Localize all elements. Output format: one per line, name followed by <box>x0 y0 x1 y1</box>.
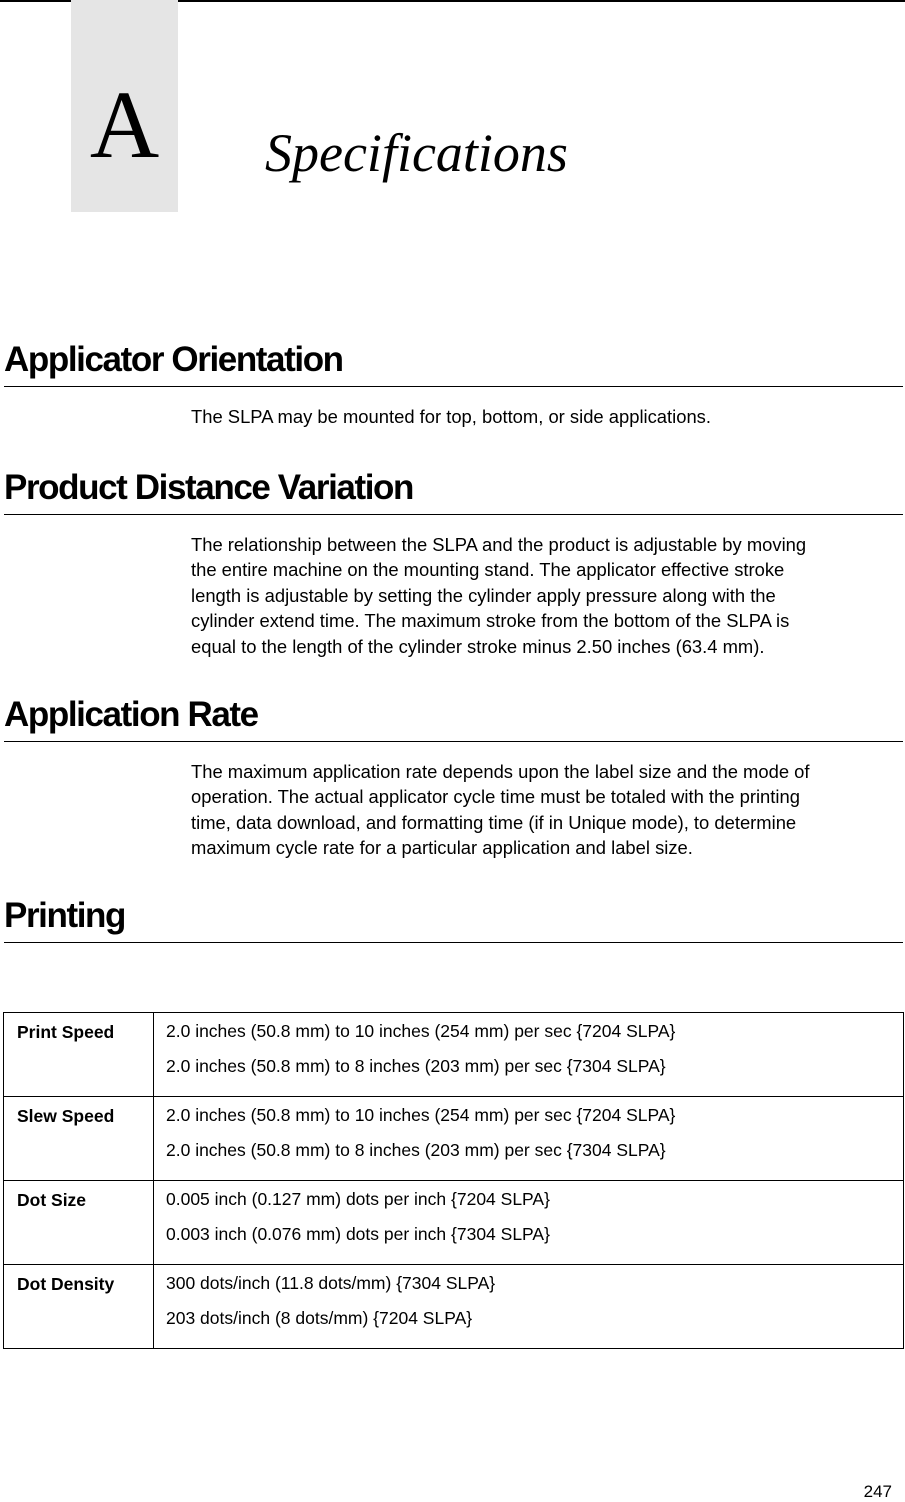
spec-value: 0.003 inch (0.076 mm) dots per inch {7304 SLPA} <box>166 1224 550 1244</box>
spec-value: 2.0 inches (50.8 mm) to 8 inches (203 mm) per sec {7304 SLPA} <box>166 1056 666 1076</box>
table-row <box>4 1265 904 1349</box>
spec-value: 0.005 inch (0.127 mm) dots per inch {7204 SLPA} <box>166 1189 550 1209</box>
table-row <box>4 1097 904 1181</box>
section-heading-applicator-orientation: Applicator Orientation <box>4 340 343 379</box>
chapter-title: Specifications <box>265 123 568 183</box>
section-rule <box>4 741 903 742</box>
section-heading-printing: Printing <box>4 896 126 935</box>
spec-value-cell <box>154 1097 904 1181</box>
spec-value: 2.0 inches (50.8 mm) to 10 inches (254 mm) per sec {7204 SLPA} <box>166 1105 676 1125</box>
text-line: time, data download, and formatting time (if in Unique mode), to determine <box>191 811 797 833</box>
text-line: cylinder extend time. The maximum stroke from the bottom of the SLPA is <box>191 610 790 632</box>
text-line: the entire machine on the mounting stand. The applicator effective stroke <box>191 559 785 581</box>
text-line: operation. The actual applicator cycle time must be totaled with the printing <box>191 786 800 808</box>
product-distance-variation-text <box>191 532 896 659</box>
application-rate-text <box>191 759 896 861</box>
spec-value-cell <box>154 1181 904 1265</box>
chapter-letter: A <box>89 71 160 178</box>
spec-value-cell <box>154 1013 904 1097</box>
spec-value: 203 dots/inch (8 dots/mm) {7204 SLPA} <box>166 1308 473 1328</box>
spec-value: 300 dots/inch (11.8 dots/mm) {7304 SLPA} <box>166 1273 496 1293</box>
section-heading-application-rate: Application Rate <box>4 695 258 734</box>
spec-value-cell <box>154 1265 904 1349</box>
table-row <box>4 1013 904 1097</box>
table-row <box>4 1181 904 1265</box>
spec-label: Dot Density <box>4 1265 154 1349</box>
section-rule <box>4 942 903 943</box>
text-line: The SLPA may be mounted for top, bottom, or side applications. <box>191 406 711 427</box>
text-line: The maximum application rate depends upon the label size and the mode of <box>191 761 810 782</box>
section-rule <box>4 386 903 387</box>
spec-value: 2.0 inches (50.8 mm) to 8 inches (203 mm) per sec {7304 SLPA} <box>166 1140 666 1160</box>
text-line: The relationship between the SLPA and the product is adjustable by moving <box>191 534 807 555</box>
section-rule <box>4 514 903 515</box>
section-heading-product-distance-variation: Product Distance Variation <box>4 468 413 507</box>
text-line: length is adjustable by setting the cylinder apply pressure along with the <box>191 584 776 606</box>
printing-specs-table <box>3 1012 904 1349</box>
text-line: maximum cycle rate for a particular application and label size. <box>191 837 693 859</box>
applicator-orientation-text <box>191 404 896 429</box>
text-line: equal to the length of the cylinder stroke minus 2.50 inches (63.4 mm). <box>191 635 765 657</box>
spec-label: Slew Speed <box>4 1097 154 1181</box>
spec-label: Dot Size <box>4 1181 154 1265</box>
spec-value: 2.0 inches (50.8 mm) to 10 inches (254 mm) per sec {7204 SLPA} <box>166 1021 676 1041</box>
page-number: 247 <box>863 1482 892 1501</box>
spec-label: Print Speed <box>4 1013 154 1097</box>
